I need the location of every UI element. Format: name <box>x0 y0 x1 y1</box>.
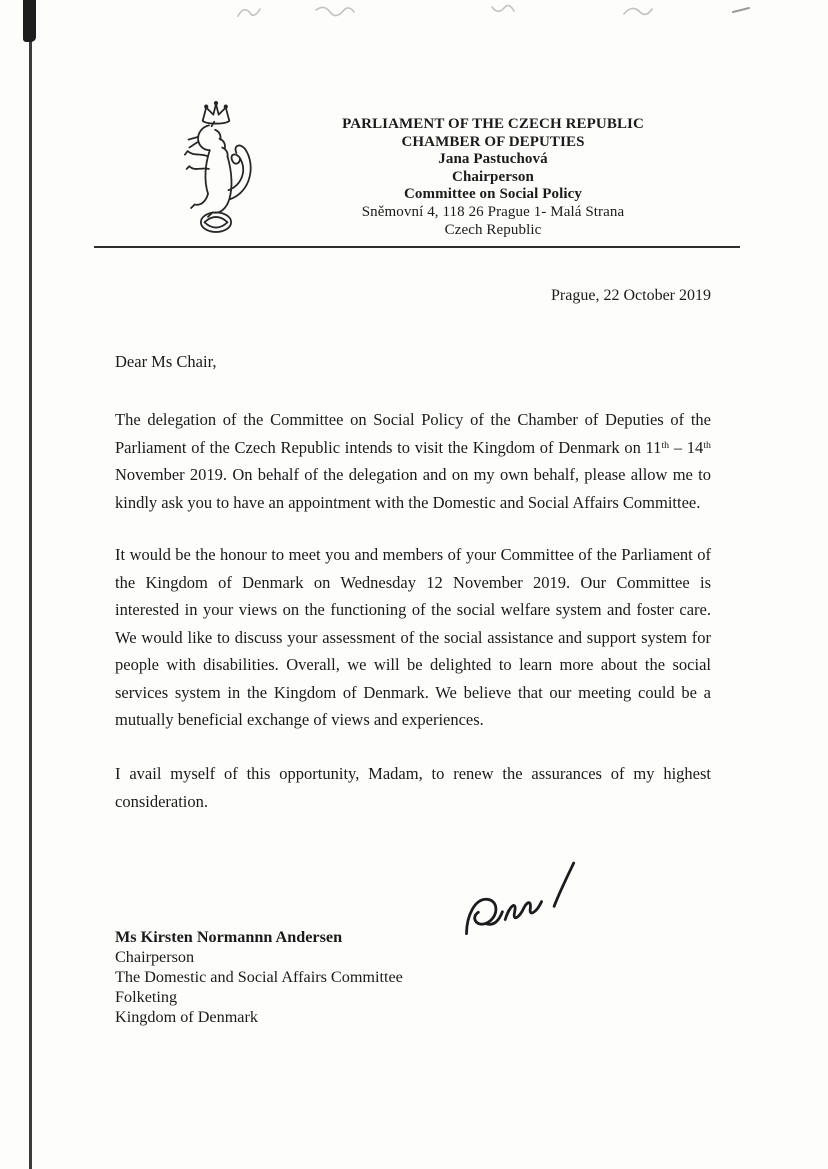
letterhead <box>320 116 666 239</box>
paragraph-1-text: – 14 <box>669 437 704 457</box>
paragraph-1 <box>115 406 711 516</box>
letterhead-chairperson-title: Chairperson <box>452 168 534 185</box>
letterhead-address: Sněmovní 4, 118 26 Prague 1- Malá Strana <box>361 203 625 220</box>
letterhead-divider <box>94 246 740 248</box>
paragraph-3: I avail myself of this opportunity, Madam, to renew the assurances of my highest consideration. <box>115 764 711 811</box>
paragraph-1-text: November 2019. On behalf of the delegation and on my own behalf, please allow me to kindly ask you to have an appointment with the Domestic and Social Affairs Committee. <box>115 465 711 512</box>
scan-artifact-pencil-marks <box>0 0 828 28</box>
recipient-committee: The Domestic and Social Affairs Committee <box>115 968 403 986</box>
superscript-th: th <box>703 439 711 451</box>
scan-artifact-left-edge <box>29 0 32 1169</box>
date-line: Prague, 22 October 2019 <box>551 287 711 304</box>
signature-icon <box>448 857 590 957</box>
recipient-parliament: Folketing <box>115 988 178 1006</box>
recipient-name: Ms Kirsten Normannn Andersen <box>115 928 343 946</box>
paragraph-1-text: The delegation of the Committee on Social Policy of the Chamber of Deputies of the Parliament of the Czech Republic intends to visit the Kingdom of Denmark on 11 <box>115 410 711 457</box>
letterhead-parliament: PARLIAMENT OF THE CZECH REPUBLIC <box>342 116 644 132</box>
letterhead-chairperson-name: Jana Pastuchová <box>438 151 548 168</box>
recipient-country: Kingdom of Denmark <box>115 1008 258 1026</box>
letterhead-country: Czech Republic <box>444 221 542 238</box>
recipient-block <box>115 927 403 1027</box>
paragraph-2: It would be the honour to meet you and members of your Committee of the Parliament of the Kingdom of Denmark on Wednesday 12 November 2019. Our Committee is interested in your views on the functioning of the social welfare system and foster care. We would like to discuss your assessment of the social assistance and support system for people with disabilities. Overall, we will be delighted to learn more about the social services system in the Kingdom of Denmark. We believe that our meeting could be a mutually beneficial exchange of views and experiences. <box>115 545 711 729</box>
letterhead-chamber: CHAMBER OF DEPUTIES <box>401 133 585 150</box>
czech-lion-emblem-icon <box>176 98 256 238</box>
letterhead-committee: Committee on Social Policy <box>404 186 582 203</box>
salutation: Dear Ms Chair, <box>115 352 217 371</box>
superscript-th: th <box>661 439 670 451</box>
recipient-title: Chairperson <box>115 948 195 966</box>
